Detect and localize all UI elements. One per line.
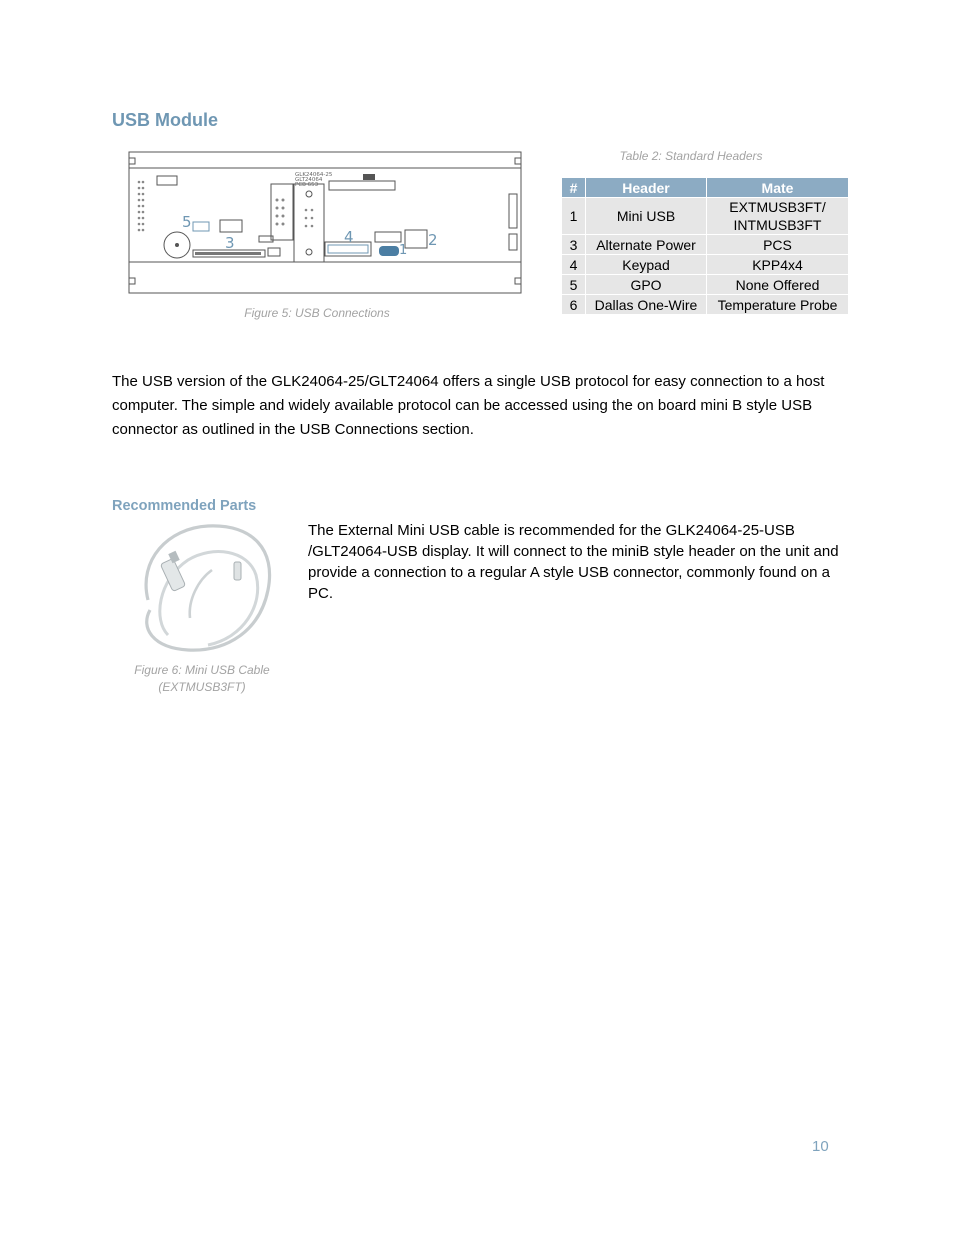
- section-title: USB Module: [112, 110, 218, 130]
- pcb-model-line1: GLK24064-25: [295, 172, 333, 178]
- pcb-label-4: 4: [344, 228, 354, 246]
- col-header-header: Header: [586, 178, 707, 198]
- cell-mate: Temperature Probe: [707, 295, 849, 315]
- col-header-mate: Mate: [707, 178, 849, 198]
- figure6-caption-line1: Figure 6: Mini USB Cable: [134, 663, 270, 677]
- table2-caption: Table 2: Standard Headers: [619, 149, 763, 163]
- table-header-row: [562, 178, 849, 198]
- cell-header: Mini USB: [586, 198, 707, 235]
- cell-mate-line1: EXTMUSB3FT/: [729, 199, 826, 215]
- cell-header: GPO: [586, 275, 707, 295]
- cell-mate: [707, 198, 849, 235]
- cell-header: Keypad: [586, 255, 707, 275]
- pcb-label-3: 3: [225, 234, 235, 252]
- pcb-model-line3: PCB 653: [295, 182, 319, 188]
- usb-connections-figure: [125, 150, 525, 296]
- standard-headers-table: [561, 177, 849, 315]
- table-row: [562, 275, 849, 295]
- cell-num: 4: [562, 255, 586, 275]
- cell-num: 6: [562, 295, 586, 315]
- recommended-parts-text: The External Mini USB cable is recommended for the GLK24064-25-USB /GLT24064-USB display. It will connect to the miniB style header on the unit and provide a connection to a regular A style USB connector, commonly found on a PC.: [308, 522, 839, 602]
- intro-paragraph: The USB version of the GLK24064-25/GLT24064 offers a single USB protocol for easy connection to a host computer. The simple and widely available protocol can be accessed using the on board mini B style USB connector as outlined in the USB Connections section.: [112, 373, 825, 438]
- pcb-label-2: 2: [428, 231, 438, 249]
- cell-num: 3: [562, 235, 586, 255]
- figure6-caption: [122, 662, 282, 696]
- pcb-label-1: 1: [399, 243, 408, 258]
- cell-num: 1: [562, 198, 586, 235]
- cell-num: 5: [562, 275, 586, 295]
- cell-mate: PCS: [707, 235, 849, 255]
- cell-mate-line2: INTMUSB3FT: [733, 217, 822, 233]
- table-row: [562, 295, 849, 315]
- figure6-caption-line2: (EXTMUSB3FT): [158, 680, 246, 694]
- figure5-caption: Figure 5: USB Connections: [244, 306, 390, 320]
- pcb-model-line2: GLT24064: [295, 177, 323, 183]
- table-row: [562, 198, 849, 235]
- table-row: [562, 255, 849, 275]
- page-number: 10: [812, 1138, 829, 1155]
- cell-header: Dallas One-Wire: [586, 295, 707, 315]
- cell-mate: None Offered: [707, 275, 849, 295]
- table-row: [562, 235, 849, 255]
- cell-header: Alternate Power: [586, 235, 707, 255]
- recommended-parts-title: Recommended Parts: [112, 498, 257, 514]
- pcb-label-5: 5: [182, 213, 192, 231]
- mini-usb-cable-image: [128, 520, 278, 660]
- cell-mate: KPP4x4: [707, 255, 849, 275]
- col-header-num: #: [562, 178, 586, 198]
